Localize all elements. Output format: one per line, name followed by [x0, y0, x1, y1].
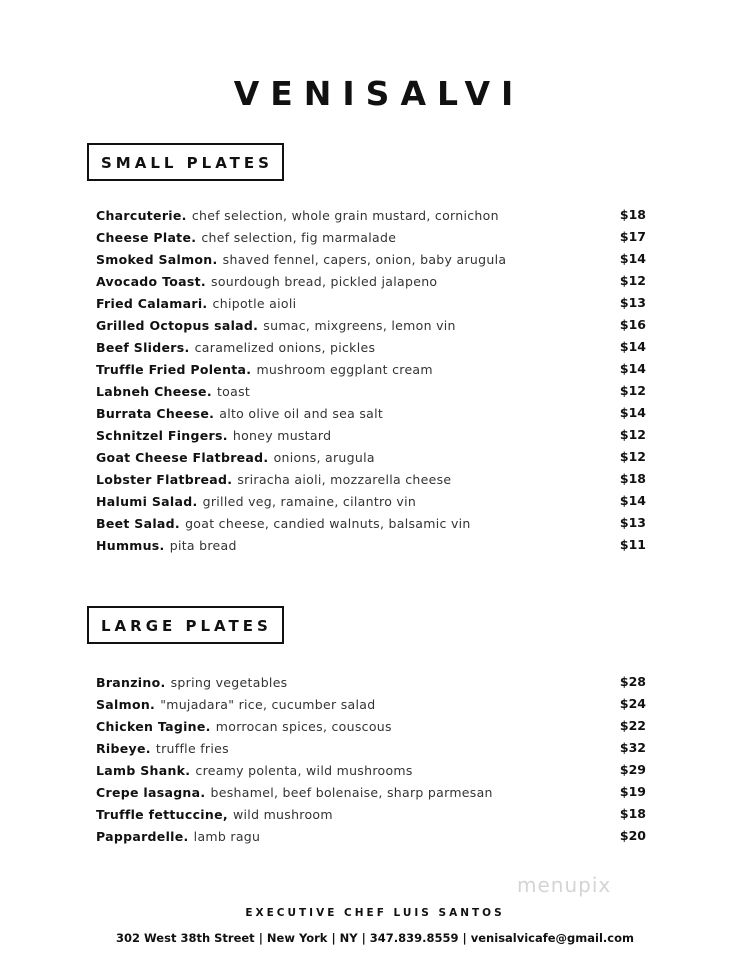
item-name: Fried Calamari.: [96, 296, 208, 311]
item-name: Goat Cheese Flatbread.: [96, 450, 269, 465]
item-name: Avocado Toast.: [96, 274, 206, 289]
item-name: Chicken Tagine.: [96, 719, 211, 734]
item-description: pita bread: [169, 538, 237, 553]
menu-item: [96, 737, 646, 759]
item-description: sumac, mixgreens, lemon vin: [263, 318, 456, 333]
menu-item: [96, 490, 646, 512]
item-name: Grilled Octopus salad.: [96, 318, 259, 333]
large-plates-list: [96, 671, 646, 847]
menu-item: [96, 358, 646, 380]
restaurant-title: VENISALVI: [233, 74, 525, 113]
item-price: $12: [619, 427, 646, 442]
menu-item: [96, 825, 646, 847]
large-plates-heading-box: [87, 606, 284, 644]
item-description: "mujadara" rice, cucumber salad: [160, 697, 376, 712]
item-description: chef selection, whole grain mustard, cornichon: [191, 208, 499, 223]
item-description: creamy polenta, wild mushrooms: [195, 763, 413, 778]
item-description: lamb ragu: [193, 829, 261, 844]
item-price: $12: [619, 449, 646, 464]
item-description: truffle fries: [155, 741, 229, 756]
contact-info: 302 West 38th Street | New York | NY | 347.839.8559 | venisalvicafe@gmail.com: [116, 931, 634, 945]
item-name: Burrata Cheese.: [96, 406, 215, 421]
item-price: $12: [619, 383, 646, 398]
menu-item: [96, 402, 646, 424]
item-price: $17: [619, 229, 646, 244]
menu-item: [96, 248, 646, 270]
menu-item: [96, 512, 646, 534]
item-name: Truffle Fried Polenta.: [96, 362, 252, 377]
item-description: wild mushroom: [233, 807, 333, 822]
small-plates-heading-box: [87, 143, 284, 181]
item-description: toast: [216, 384, 251, 399]
item-description: sourdough bread, pickled jalapeno: [211, 274, 438, 289]
item-description: spring vegetables: [170, 675, 288, 690]
item-price: $12: [619, 273, 646, 288]
item-description: onions, arugula: [273, 450, 375, 465]
item-price: $13: [619, 295, 646, 310]
menu-item: [96, 715, 646, 737]
item-name: Lamb Shank.: [96, 763, 191, 778]
menu-item: [96, 781, 646, 803]
item-price: $32: [619, 740, 646, 755]
item-name: Beet Salad.: [96, 516, 180, 531]
menu-item: [96, 693, 646, 715]
item-description: caramelized onions, pickles: [194, 340, 376, 355]
item-description: mushroom eggplant cream: [256, 362, 433, 377]
item-price: $14: [619, 493, 646, 508]
item-price: $13: [619, 515, 646, 530]
item-name: Cheese Plate.: [96, 230, 197, 245]
item-description: morrocan spices, couscous: [215, 719, 392, 734]
menu-item: [96, 671, 646, 693]
menu-item: [96, 336, 646, 358]
item-price: $11: [619, 537, 646, 552]
item-name: Salmon.: [96, 697, 156, 712]
item-price: $18: [619, 207, 646, 222]
menu-item: [96, 468, 646, 490]
item-price: $19: [619, 784, 646, 799]
item-name: Truffle fettuccine,: [96, 807, 228, 822]
item-price: $14: [619, 251, 646, 266]
menupix-watermark: menupix: [517, 873, 612, 897]
item-price: $14: [619, 405, 646, 420]
menu-item: [96, 380, 646, 402]
item-price: $24: [619, 696, 646, 711]
item-price: $22: [619, 718, 646, 733]
menu-item: [96, 424, 646, 446]
item-name: Hummus.: [96, 538, 165, 553]
item-name: Branzino.: [96, 675, 166, 690]
small-plates-list: [96, 204, 646, 556]
item-price: $14: [619, 361, 646, 376]
item-description: alto olive oil and sea salt: [219, 406, 384, 421]
item-description: sriracha aioli, mozzarella cheese: [237, 472, 452, 487]
item-name: Schnitzel Fingers.: [96, 428, 228, 443]
item-price: $18: [619, 806, 646, 821]
item-description: chef selection, fig marmalade: [201, 230, 397, 245]
menu-item: [96, 803, 646, 825]
menu-item: [96, 446, 646, 468]
menu-item: [96, 759, 646, 781]
executive-chef-credit: EXECUTIVE CHEF LUIS SANTOS: [245, 907, 505, 919]
item-name: Halumi Salad.: [96, 494, 198, 509]
item-description: honey mustard: [232, 428, 332, 443]
item-price: $18: [619, 471, 646, 486]
item-description: goat cheese, candied walnuts, balsamic vin: [185, 516, 471, 531]
small-plates-heading: SMALL PLATES: [101, 154, 273, 172]
item-name: Smoked Salmon.: [96, 252, 218, 267]
item-price: $28: [619, 674, 646, 689]
item-description: beshamel, beef bolenaise, sharp parmesan: [210, 785, 493, 800]
menu-item: [96, 226, 646, 248]
menu-item: [96, 270, 646, 292]
item-name: Lobster Flatbread.: [96, 472, 233, 487]
item-price: $29: [619, 762, 646, 777]
item-name: Pappardelle.: [96, 829, 189, 844]
item-price: $14: [619, 339, 646, 354]
menu-item: [96, 534, 646, 556]
item-price: $16: [619, 317, 646, 332]
item-name: Ribeye.: [96, 741, 151, 756]
item-description: shaved fennel, capers, onion, baby arugula: [222, 252, 507, 267]
menu-item: [96, 204, 646, 226]
item-price: $20: [619, 828, 646, 843]
item-name: Crepe lasagna.: [96, 785, 206, 800]
item-description: chipotle aioli: [212, 296, 297, 311]
item-description: grilled veg, ramaine, cilantro vin: [202, 494, 417, 509]
menu-item: [96, 292, 646, 314]
large-plates-heading: LARGE PLATES: [101, 617, 272, 635]
menu-item: [96, 314, 646, 336]
item-name: Labneh Cheese.: [96, 384, 212, 399]
item-name: Beef Sliders.: [96, 340, 190, 355]
item-name: Charcuterie.: [96, 208, 187, 223]
